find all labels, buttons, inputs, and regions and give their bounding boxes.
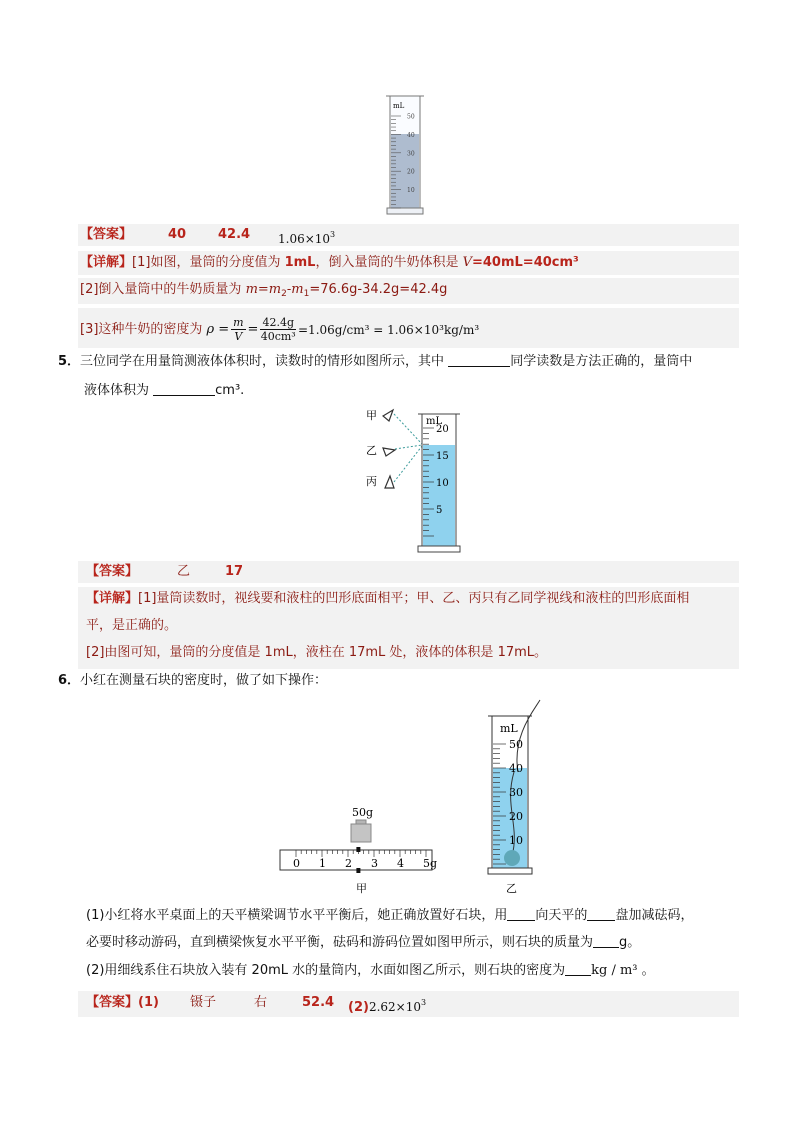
question-5: 5．三位同学在用量筒测液体体积时，读数时的情形如图所示，其中 同学读数是方法正确的，量筒中: [58, 354, 693, 369]
ruler-label: 4: [397, 857, 404, 870]
measuring-cylinder-figure-1: [384, 94, 430, 218]
eye-icon: [383, 410, 395, 488]
unit-label: mL: [393, 102, 405, 110]
tick-label: 40: [509, 762, 523, 775]
unit-label: mL: [426, 416, 443, 427]
detail-line: 【详解】[1]如图，量筒的分度值为 1mL，倒入量筒的牛奶体积是 V=40mL=40cm³: [80, 255, 579, 270]
reading-figure-q5: [360, 404, 466, 554]
observer-label-jia: 甲: [366, 409, 377, 422]
answer-blank[interactable]: [587, 906, 615, 921]
rider-top: [356, 847, 360, 852]
observer-label-bing: 丙: [366, 475, 377, 488]
answer-value: 乙: [177, 564, 191, 579]
weight-icon: [351, 820, 371, 842]
tick-label: 50: [407, 113, 415, 121]
answer-blank[interactable]: [507, 906, 535, 921]
answer-value: 17: [225, 564, 244, 579]
answer-blank[interactable]: [448, 352, 510, 367]
tick-label: 20: [407, 168, 415, 176]
answer-value: $1.06\times 10^3$: [278, 230, 336, 246]
unit-label: mL: [500, 722, 518, 735]
rider-bottom: [356, 868, 360, 873]
ruler-label: 3: [371, 857, 378, 870]
ruler-label: 2: [345, 857, 352, 870]
detail-line: [3] 这种牛奶的密度为 ρ = $\frac{m}{V}$ = $\frac{42.4g}{\text{40cm³}}$ =1.06g/cm³ = 1.06×10³kg/m³: [80, 316, 480, 343]
ruler-label: 1: [319, 857, 326, 870]
measuring-cylinder-figure-yi: [484, 696, 554, 896]
answer-blank[interactable]: [565, 961, 591, 976]
tick-label: 5: [436, 505, 443, 516]
tick-label: 30: [407, 150, 415, 158]
answer-tag: 【答案】: [80, 227, 133, 242]
question-6: 6．小红在测量石块的密度时，做了如下操作：: [58, 673, 328, 688]
sub-question-2: (2)用细线系住石块放入装有 20mL 水的量筒内，水面如图乙所示，则石块的密度为 kg / m³ 。: [86, 963, 655, 978]
answer-blank[interactable]: [593, 933, 619, 948]
tick-label: 20: [509, 810, 523, 823]
answer-blank[interactable]: [153, 381, 215, 396]
tick-label: 50: [509, 738, 523, 751]
tick-label: 10: [407, 187, 415, 195]
answer-value: 右: [254, 995, 268, 1010]
tick-label: 30: [509, 786, 523, 799]
answer-value: 42.4: [218, 227, 251, 242]
tick-label: 15: [436, 451, 449, 462]
ruler-label: 0: [293, 857, 300, 870]
tick-label: 40: [407, 131, 415, 139]
tick-label: 20: [436, 424, 449, 435]
detail-line: [2]由图可知，量筒的分度值是 1mL，液柱在 17mL 处，液体的体积是 17mL。: [86, 645, 548, 660]
ruler-label: 5g: [423, 857, 438, 870]
caption-jia: 甲: [356, 882, 367, 895]
answer-value: 镊子: [190, 995, 217, 1010]
tick-label: 10: [509, 834, 523, 847]
tick-label: 10: [436, 478, 449, 489]
sub-question-1: (1)小红将水平桌面上的天平横梁调节水平平衡后，她正确放置好石块，用 向天平的 盘加减砝码，: [86, 908, 694, 923]
observer-label-yi: 乙: [366, 444, 377, 457]
caption-yi: 乙: [506, 882, 517, 895]
weight-label: 50g: [352, 806, 374, 819]
answer-value: 52.4: [302, 995, 335, 1010]
balance-ruler-figure: [276, 800, 438, 900]
answer-value: 40: [168, 227, 187, 242]
detail-line: 【详解】[1]量筒读数时，视线要和液柱的凹形底面相平；甲、乙、丙只有乙同学视线和液柱的凹形底面相: [86, 591, 690, 606]
detail-line: [2]倒入量筒中的牛奶质量为 $m=m_2-m_1=76.6g-34.2g=42.4g$: [80, 282, 448, 299]
detail-line: 平，是正确的。: [86, 618, 178, 633]
